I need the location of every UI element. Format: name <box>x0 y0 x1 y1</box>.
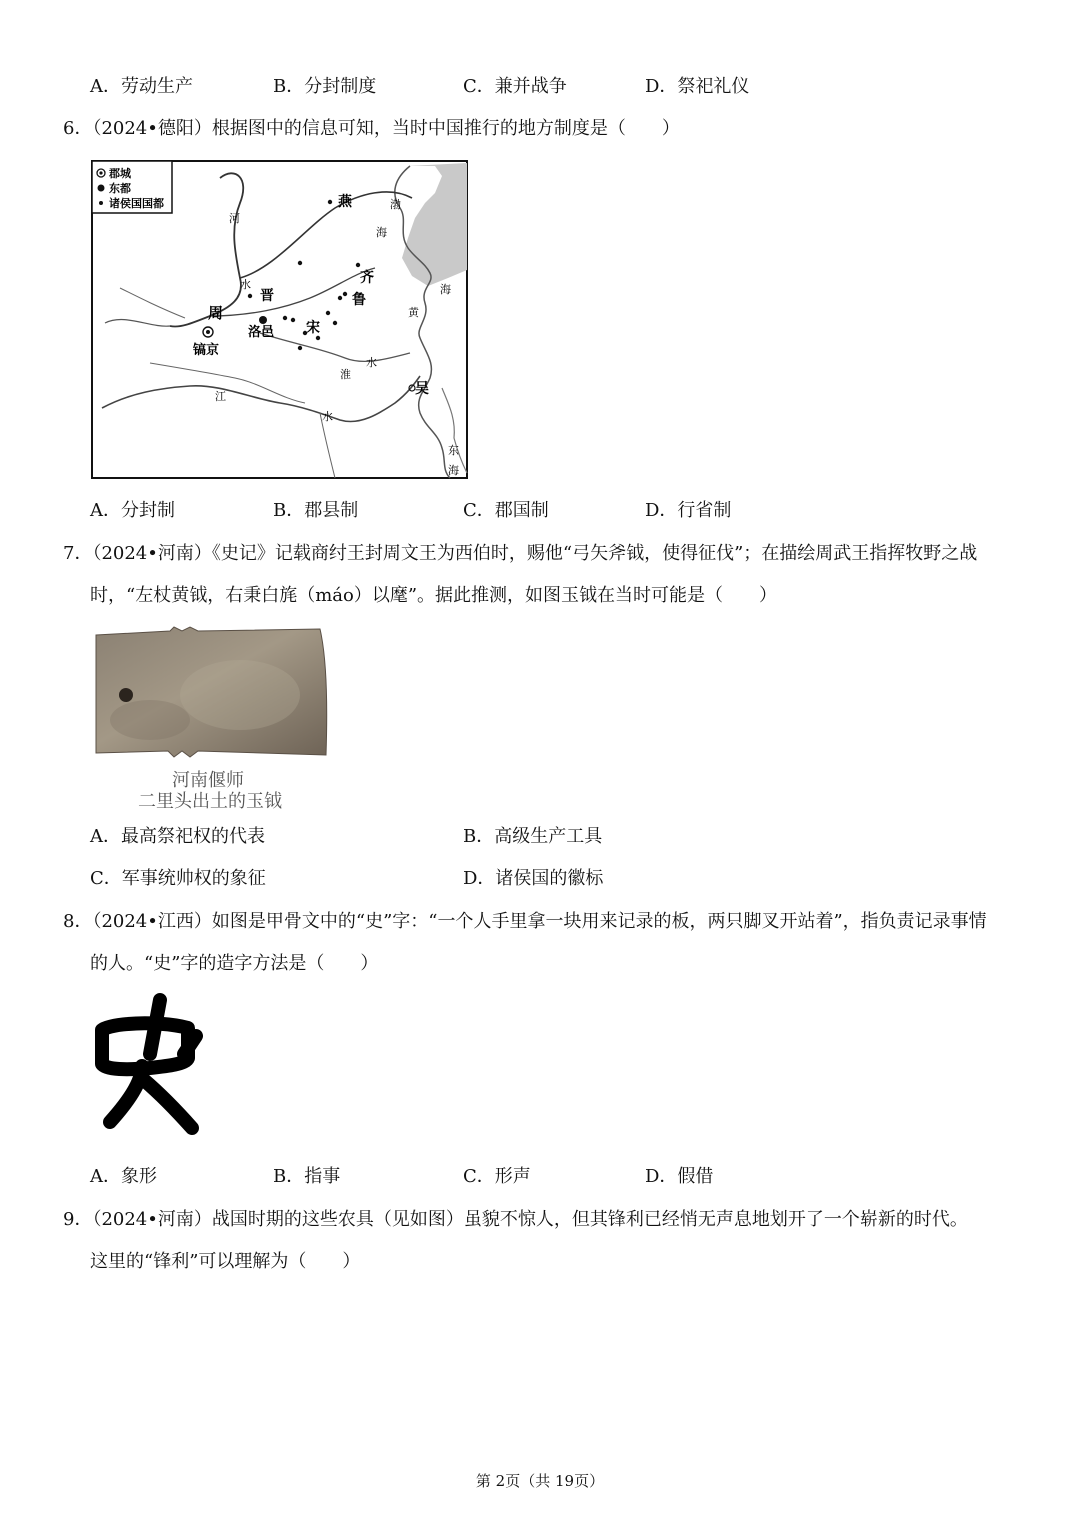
legend-dongdu: 东都 <box>109 182 131 195</box>
q7-option-d: D．诸侯国的徽标 <box>463 868 604 889</box>
map-label-wu: 吴 <box>415 381 429 397</box>
map-label-luoyi: 洛邑 <box>248 325 275 340</box>
legend-dongdu-icon <box>98 185 105 192</box>
q5-option-a: A．劳动生产 <box>90 76 193 97</box>
q9-stem-line2: 这里的“锋利”可以理解为（ ） <box>90 1251 361 1272</box>
map-label-bohai1: 渤 <box>390 198 401 211</box>
map-label-haojing: 镐京 <box>193 343 220 358</box>
q7-stem-line2: 时，“左杖黄钺，右秉白旄（máo）以麾”。据此推测，如图玉钺在当时可能是（ ） <box>90 585 778 606</box>
q5-option-d: D．祭祀礼仪 <box>645 76 750 97</box>
q6-option-d: D．行省制 <box>645 500 732 521</box>
map-label-huang: 黄 <box>408 306 419 319</box>
q8-option-b: B．指事 <box>273 1166 341 1187</box>
q6-option-a: A．分封制 <box>90 500 175 521</box>
q7-caption-line1: 河南偃师 <box>172 770 244 791</box>
map-label-lu: 鲁 <box>352 292 366 308</box>
q8-option-c: C．形声 <box>463 1166 531 1187</box>
map-label-shui2: 水 <box>366 356 377 369</box>
map-label-yan: 燕 <box>338 194 352 210</box>
q5-option-b: B．分封制度 <box>273 76 377 97</box>
legend-capital: 诸侯国国都 <box>109 197 164 210</box>
q7-option-b: B．高级生产工具 <box>463 826 603 847</box>
q5-option-c: C．兼并战争 <box>463 76 567 97</box>
jade-yue-hole <box>119 688 133 702</box>
jade-yue-image <box>90 625 335 765</box>
q7-jade-yue-figure <box>90 625 335 810</box>
map-label-shui3: 水 <box>322 410 333 423</box>
map-label-he: 河 <box>229 212 240 225</box>
map-luoyi-marker <box>259 316 267 324</box>
q8-option-d: D．假借 <box>645 1166 714 1187</box>
q8-option-a: A．象形 <box>90 1166 157 1187</box>
map-label-donghai: 海 <box>448 464 459 477</box>
q8-stem-line1: 8．（2024•江西）如图是甲骨文中的“史”字：“一个人手里拿一块用来记录的板，两只脚叉开站着”，指负责记录事情 <box>63 911 987 932</box>
q8-oracle-bone-shi-glyph <box>88 992 203 1142</box>
page-footer: 第 2页（共 19页） <box>475 1472 605 1490</box>
q9-stem-line1: 9．（2024•河南）战国时期的这些农具（见如图）虽貌不惊人，但其锋利已经悄无声息地划开了一个崭新的时代。 <box>63 1209 968 1230</box>
q6-stem: 6．（2024•德阳）根据图中的信息可知，当时中国推行的地方制度是（ ） <box>63 118 680 139</box>
map-label-jiang: 江 <box>215 390 226 403</box>
q7-option-c: C．军事统帅权的象征 <box>90 868 266 889</box>
map-label-huai: 淮 <box>340 368 351 381</box>
map-label-bohai2: 海 <box>376 226 387 239</box>
q8-stem-line2: 的人。“史”字的造字方法是（ ） <box>90 953 379 974</box>
q6-option-b: B．郡县制 <box>273 500 359 521</box>
map-label-shui1: 水 <box>240 278 251 291</box>
q6-option-c: C．郡国制 <box>463 500 549 521</box>
map-label-qi: 齐 <box>360 270 374 286</box>
q7-caption-line2: 二里头出土的玉钺 <box>138 791 282 812</box>
q7-option-a: A．最高祭祀权的代表 <box>90 826 265 847</box>
legend-jun: 郡城 <box>109 167 131 180</box>
map-label-dong: 东 <box>448 444 459 457</box>
q6-map <box>90 158 470 483</box>
map-label-song: 宋 <box>306 320 320 336</box>
map-label-jin: 晋 <box>260 288 274 304</box>
legend-capital-icon <box>99 201 103 205</box>
map-label-huanghai: 海 <box>440 283 451 296</box>
map-label-zhou: 周 <box>208 304 224 322</box>
q7-stem-line1: 7．（2024•河南）《史记》记载商纣王封周文王为西伯时，赐他“弓矢斧钺，使得征伐”；在描绘周武王指挥牧野之战 <box>63 543 978 564</box>
